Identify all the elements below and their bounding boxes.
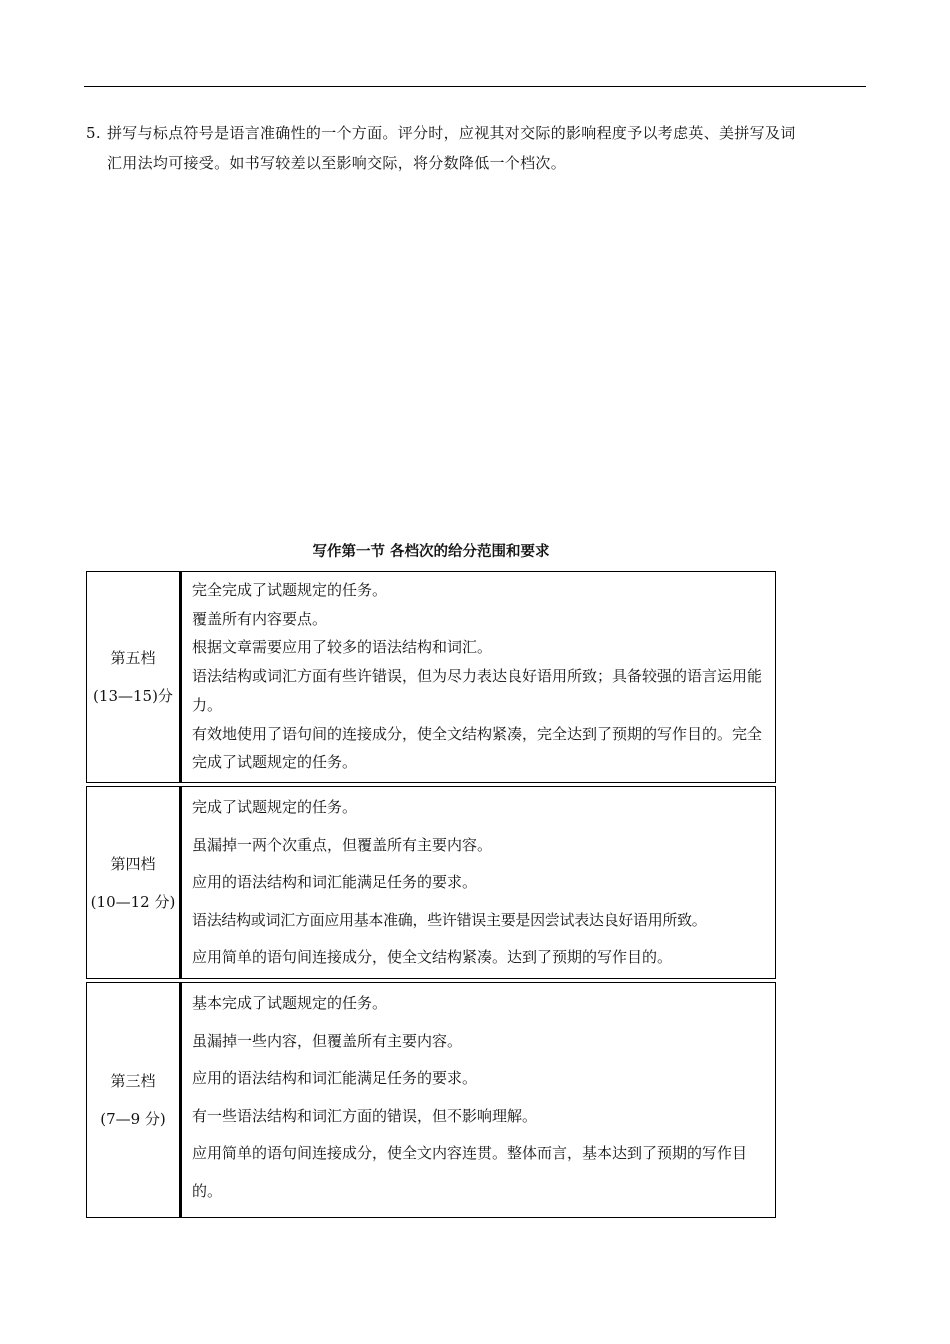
tier-label <box>87 983 182 1217</box>
criterion: 应用简单的语句间连接成分，使全文内容连贯。整体而言，基本达到了预期的写作目的。 <box>192 1144 748 1200</box>
criterion: 完全完成了试题规定的任务。 <box>192 581 388 599</box>
rubric-table <box>86 571 776 1218</box>
tier-row-3 <box>86 982 776 1218</box>
criterion: 完成了试题规定的任务。 <box>192 798 358 816</box>
note-number: 5. <box>86 124 101 142</box>
tier-range: (7—9 分) <box>100 1110 166 1128</box>
criterion: 应用的语法结构和词汇能满足任务的要求。 <box>192 873 478 891</box>
criterion: 根据文章需要应用了较多的语法结构和词汇。 <box>192 638 493 657</box>
tier-range: (13—15)分 <box>93 687 173 705</box>
scoring-note <box>86 118 876 178</box>
tier-range: (10—12 分) <box>90 892 176 911</box>
tier-description <box>182 787 775 978</box>
tier-label <box>87 572 182 782</box>
criterion: 覆盖所有内容要点。 <box>192 609 328 628</box>
tier-row-4 <box>86 786 776 979</box>
tier-label <box>87 787 182 978</box>
header-rule <box>84 86 866 87</box>
criterion: 基本完成了试题规定的任务。 <box>192 994 388 1012</box>
tier-row-5 <box>86 571 776 783</box>
criterion: 语法结构或词汇方面应用基本准确，些许错误主要是因尝试表达良好语用所致。 <box>192 910 707 929</box>
criterion: 语法结构或词汇方面有些许错误，但为尽力表达良好语用所致；具备较强的语言运用能力。 <box>192 667 763 714</box>
note-line-2: 汇用法均可接受。如书写较差以至影响交际，将分数降低一个档次。 <box>107 154 567 172</box>
tier-name: 第五档 <box>110 649 156 667</box>
note-line-1 <box>86 118 876 148</box>
tier-name: 第三档 <box>110 1072 156 1090</box>
criterion: 有效地使用了语句间的连接成分，使全文结构紧凑，完全达到了预期的写作目的。完全完成了试题规定的任务。 <box>192 724 763 772</box>
criterion: 虽漏掉一些内容，但覆盖所有主要内容。 <box>192 1031 463 1050</box>
note-text-1: 拼写与标点符号是语言准确性的一个方面。评分时，应视其对交际的影响程度予以考虑英、美拼写及词 <box>107 124 796 142</box>
criterion: 应用的语法结构和词汇能满足任务的要求。 <box>192 1069 478 1087</box>
tier-description <box>182 983 775 1217</box>
criterion: 应用简单的语句间连接成分，使全文结构紧凑。达到了预期的写作目的。 <box>192 948 673 966</box>
tier-name: 第四档 <box>110 854 156 873</box>
criterion: 有一些语法结构和词汇方面的错误，但不影响理解。 <box>192 1106 538 1125</box>
criterion: 虽漏掉一两个次重点，但覆盖所有主要内容。 <box>192 835 493 854</box>
table-title: 写作第一节 各档次的给分范围和要求 <box>312 544 550 560</box>
tier-description <box>182 572 775 782</box>
